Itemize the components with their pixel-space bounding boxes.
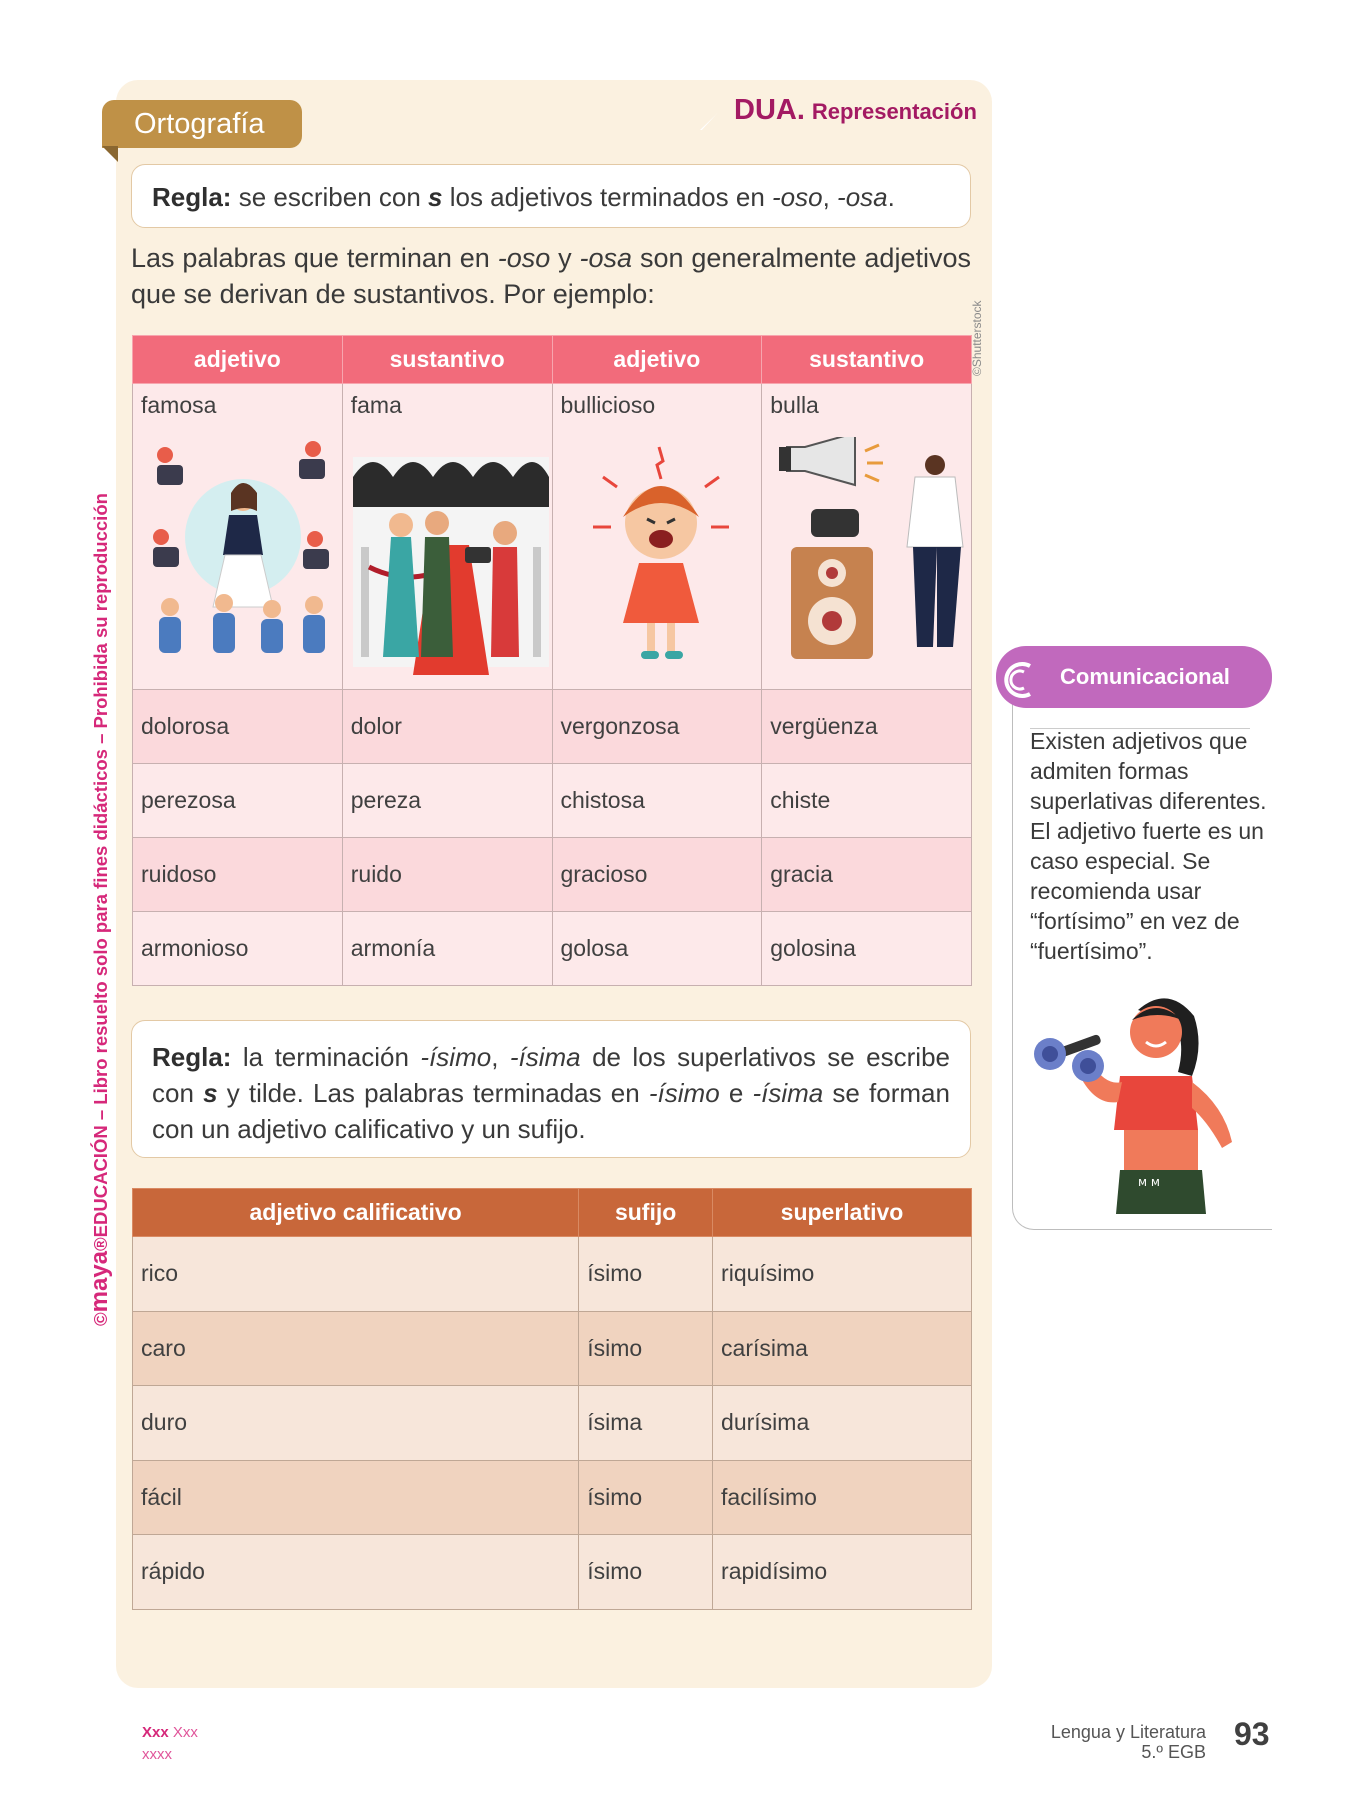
table-header-row: [133, 336, 972, 384]
cell-word: bulla: [770, 392, 819, 418]
red-carpet-celebrities-illustration: [353, 437, 549, 675]
table-cell: ísima: [579, 1386, 713, 1461]
superlative-table: [132, 1188, 972, 1610]
table-cell: chistosa: [552, 764, 762, 838]
copyright-symbol: ©: [90, 1312, 111, 1326]
column-header: adjetivo calificativo: [133, 1189, 579, 1237]
footer-grade: 5.º EGB: [1141, 1742, 1206, 1762]
column-header: sustantivo: [342, 336, 552, 384]
rule-ending: -ísimo: [420, 1042, 492, 1072]
rule-text: se forman con un adjetivo calificativo y un sufijo.: [152, 1078, 950, 1144]
table-row: [133, 1386, 972, 1461]
screaming-girl-illustration: [563, 437, 759, 675]
table-cell: gracia: [762, 838, 972, 912]
footer-bold: Xxx: [142, 1724, 169, 1741]
table-row: [133, 690, 972, 764]
table-row: [133, 764, 972, 838]
column-header: adjetivo: [133, 336, 343, 384]
copyright-vertical-note: [86, 493, 114, 1326]
section-tag: Ortografía: [102, 100, 302, 148]
rule-text: y tilde. Las palabras terminadas en: [217, 1078, 649, 1108]
table-header-row: [133, 1189, 972, 1237]
rule-ending: -ísima: [509, 1042, 581, 1072]
svg-text:ᴍ ᴍ: ᴍ ᴍ: [1138, 1175, 1160, 1189]
column-header: superlativo: [713, 1189, 972, 1237]
intro-text: Las palabras que terminan en: [131, 243, 498, 273]
footer-subject: Lengua y Literatura: [1050, 1722, 1206, 1742]
adjective-noun-table: [132, 335, 972, 986]
table-row: [133, 912, 972, 986]
table-cell: armonioso: [133, 912, 343, 986]
table-row: [133, 1237, 972, 1312]
famous-woman-photographers-illustration: [143, 437, 339, 675]
table-cell: [552, 384, 762, 690]
rule-text: se escriben con: [231, 182, 429, 212]
sidebar-title: Comunicacional: [996, 646, 1272, 708]
table-cell: golosa: [552, 912, 762, 986]
table-cell: vergonzosa: [552, 690, 762, 764]
woman-lifting-dumbbell-illustration: [1028, 990, 1266, 1214]
table-row-illustrated: [133, 384, 972, 690]
table-cell: durísima: [713, 1386, 972, 1461]
table-cell: carísima: [713, 1311, 972, 1386]
rule-ending: -osa: [837, 182, 888, 212]
rule-text: la terminación: [231, 1042, 421, 1072]
copyright-text: EDUCACIÓN – Libro resuelto solo para fines didácticos – Prohibida su reproducción: [90, 493, 111, 1238]
section-tag-fold: [102, 146, 118, 162]
rule-ending: -ísimo: [648, 1078, 720, 1108]
sidebar-text: Existen adjetivos que admiten formas superlativas diferentes. El adjetivo fuerte es un caso especial. Se recomienda usar “fortísimo” en vez de “fuertísimo”.: [1030, 728, 1267, 964]
intro-ending: -oso: [497, 243, 551, 273]
rule-letter: s: [428, 182, 443, 212]
rule-box-1: [131, 164, 971, 228]
cell-word: famosa: [141, 392, 217, 418]
table-cell: fácil: [133, 1460, 579, 1535]
table-cell: caro: [133, 1311, 579, 1386]
table-cell: ísimo: [579, 1460, 713, 1535]
table-cell: vergüenza: [762, 690, 972, 764]
dua-prefix: DUA.: [734, 94, 805, 126]
page-number: 93: [1234, 1716, 1270, 1752]
table-cell: rápido: [133, 1535, 579, 1610]
cell-word: fama: [350, 392, 402, 418]
column-header: sustantivo: [762, 336, 972, 384]
speech-c-icon: [1000, 658, 1040, 702]
rule-sep: ,: [491, 1042, 510, 1072]
rule-ending: -oso: [772, 182, 823, 212]
rule-text: los adjetivos terminados en: [442, 182, 773, 212]
table-cell: ísimo: [579, 1237, 713, 1312]
column-header: sufijo: [579, 1189, 713, 1237]
table-cell: [133, 384, 343, 690]
rule-sep: ,: [822, 182, 838, 212]
table-cell: dolorosa: [133, 690, 343, 764]
table-cell: ísimo: [579, 1311, 713, 1386]
table-cell: [762, 384, 972, 690]
dua-label: [734, 94, 977, 127]
table-cell: perezosa: [133, 764, 343, 838]
image-credit: ©Shutterstock: [970, 300, 984, 376]
rule-text: e: [719, 1078, 753, 1108]
table-row: [133, 1460, 972, 1535]
table-cell: facilísimo: [713, 1460, 972, 1535]
registered-symbol: ®: [90, 1237, 111, 1251]
table-cell: [342, 384, 552, 690]
footer-light: Xxx: [168, 1724, 198, 1741]
brand-logo: maya: [86, 1250, 113, 1313]
loud-speaker-megaphone-illustration: [773, 437, 969, 675]
table-cell: rico: [133, 1237, 579, 1312]
table-cell: dolor: [342, 690, 552, 764]
intro-ending: -osa: [579, 243, 633, 273]
rule-label: Regla:: [152, 1042, 232, 1072]
table-cell: ruidoso: [133, 838, 343, 912]
column-header: adjetivo: [552, 336, 762, 384]
table-cell: rapidísimo: [713, 1535, 972, 1610]
footer-book-info: [996, 1722, 1206, 1762]
rule-ending: -ísima: [752, 1078, 824, 1108]
rule-end: .: [887, 182, 895, 212]
dua-text: Representación: [811, 99, 977, 124]
intro-text: son generalmente adjetivos que se derivan de sustantivos. Por ejemplo:: [131, 243, 971, 309]
intro-paragraph: [131, 240, 971, 312]
table-row: [133, 838, 972, 912]
rule-box-2: [131, 1020, 971, 1158]
table-cell: armonía: [342, 912, 552, 986]
table-cell: ruido: [342, 838, 552, 912]
table-row: [133, 1535, 972, 1610]
cell-word: bullicioso: [560, 392, 656, 418]
table-cell: gracioso: [552, 838, 762, 912]
intro-text: y: [550, 243, 580, 273]
table-cell: riquísimo: [713, 1237, 972, 1312]
rule-label: Regla:: [152, 182, 232, 212]
table-cell: golosina: [762, 912, 972, 986]
footer-line2: xxxx: [142, 1746, 172, 1763]
table-cell: duro: [133, 1386, 579, 1461]
table-row: [133, 1311, 972, 1386]
rule-text: de los superlativos se escribe con: [152, 1042, 950, 1108]
table-cell: pereza: [342, 764, 552, 838]
table-cell: chiste: [762, 764, 972, 838]
table-cell: ísimo: [579, 1535, 713, 1610]
rule-letter: s: [203, 1078, 218, 1108]
footer-placeholder: [142, 1722, 198, 1766]
